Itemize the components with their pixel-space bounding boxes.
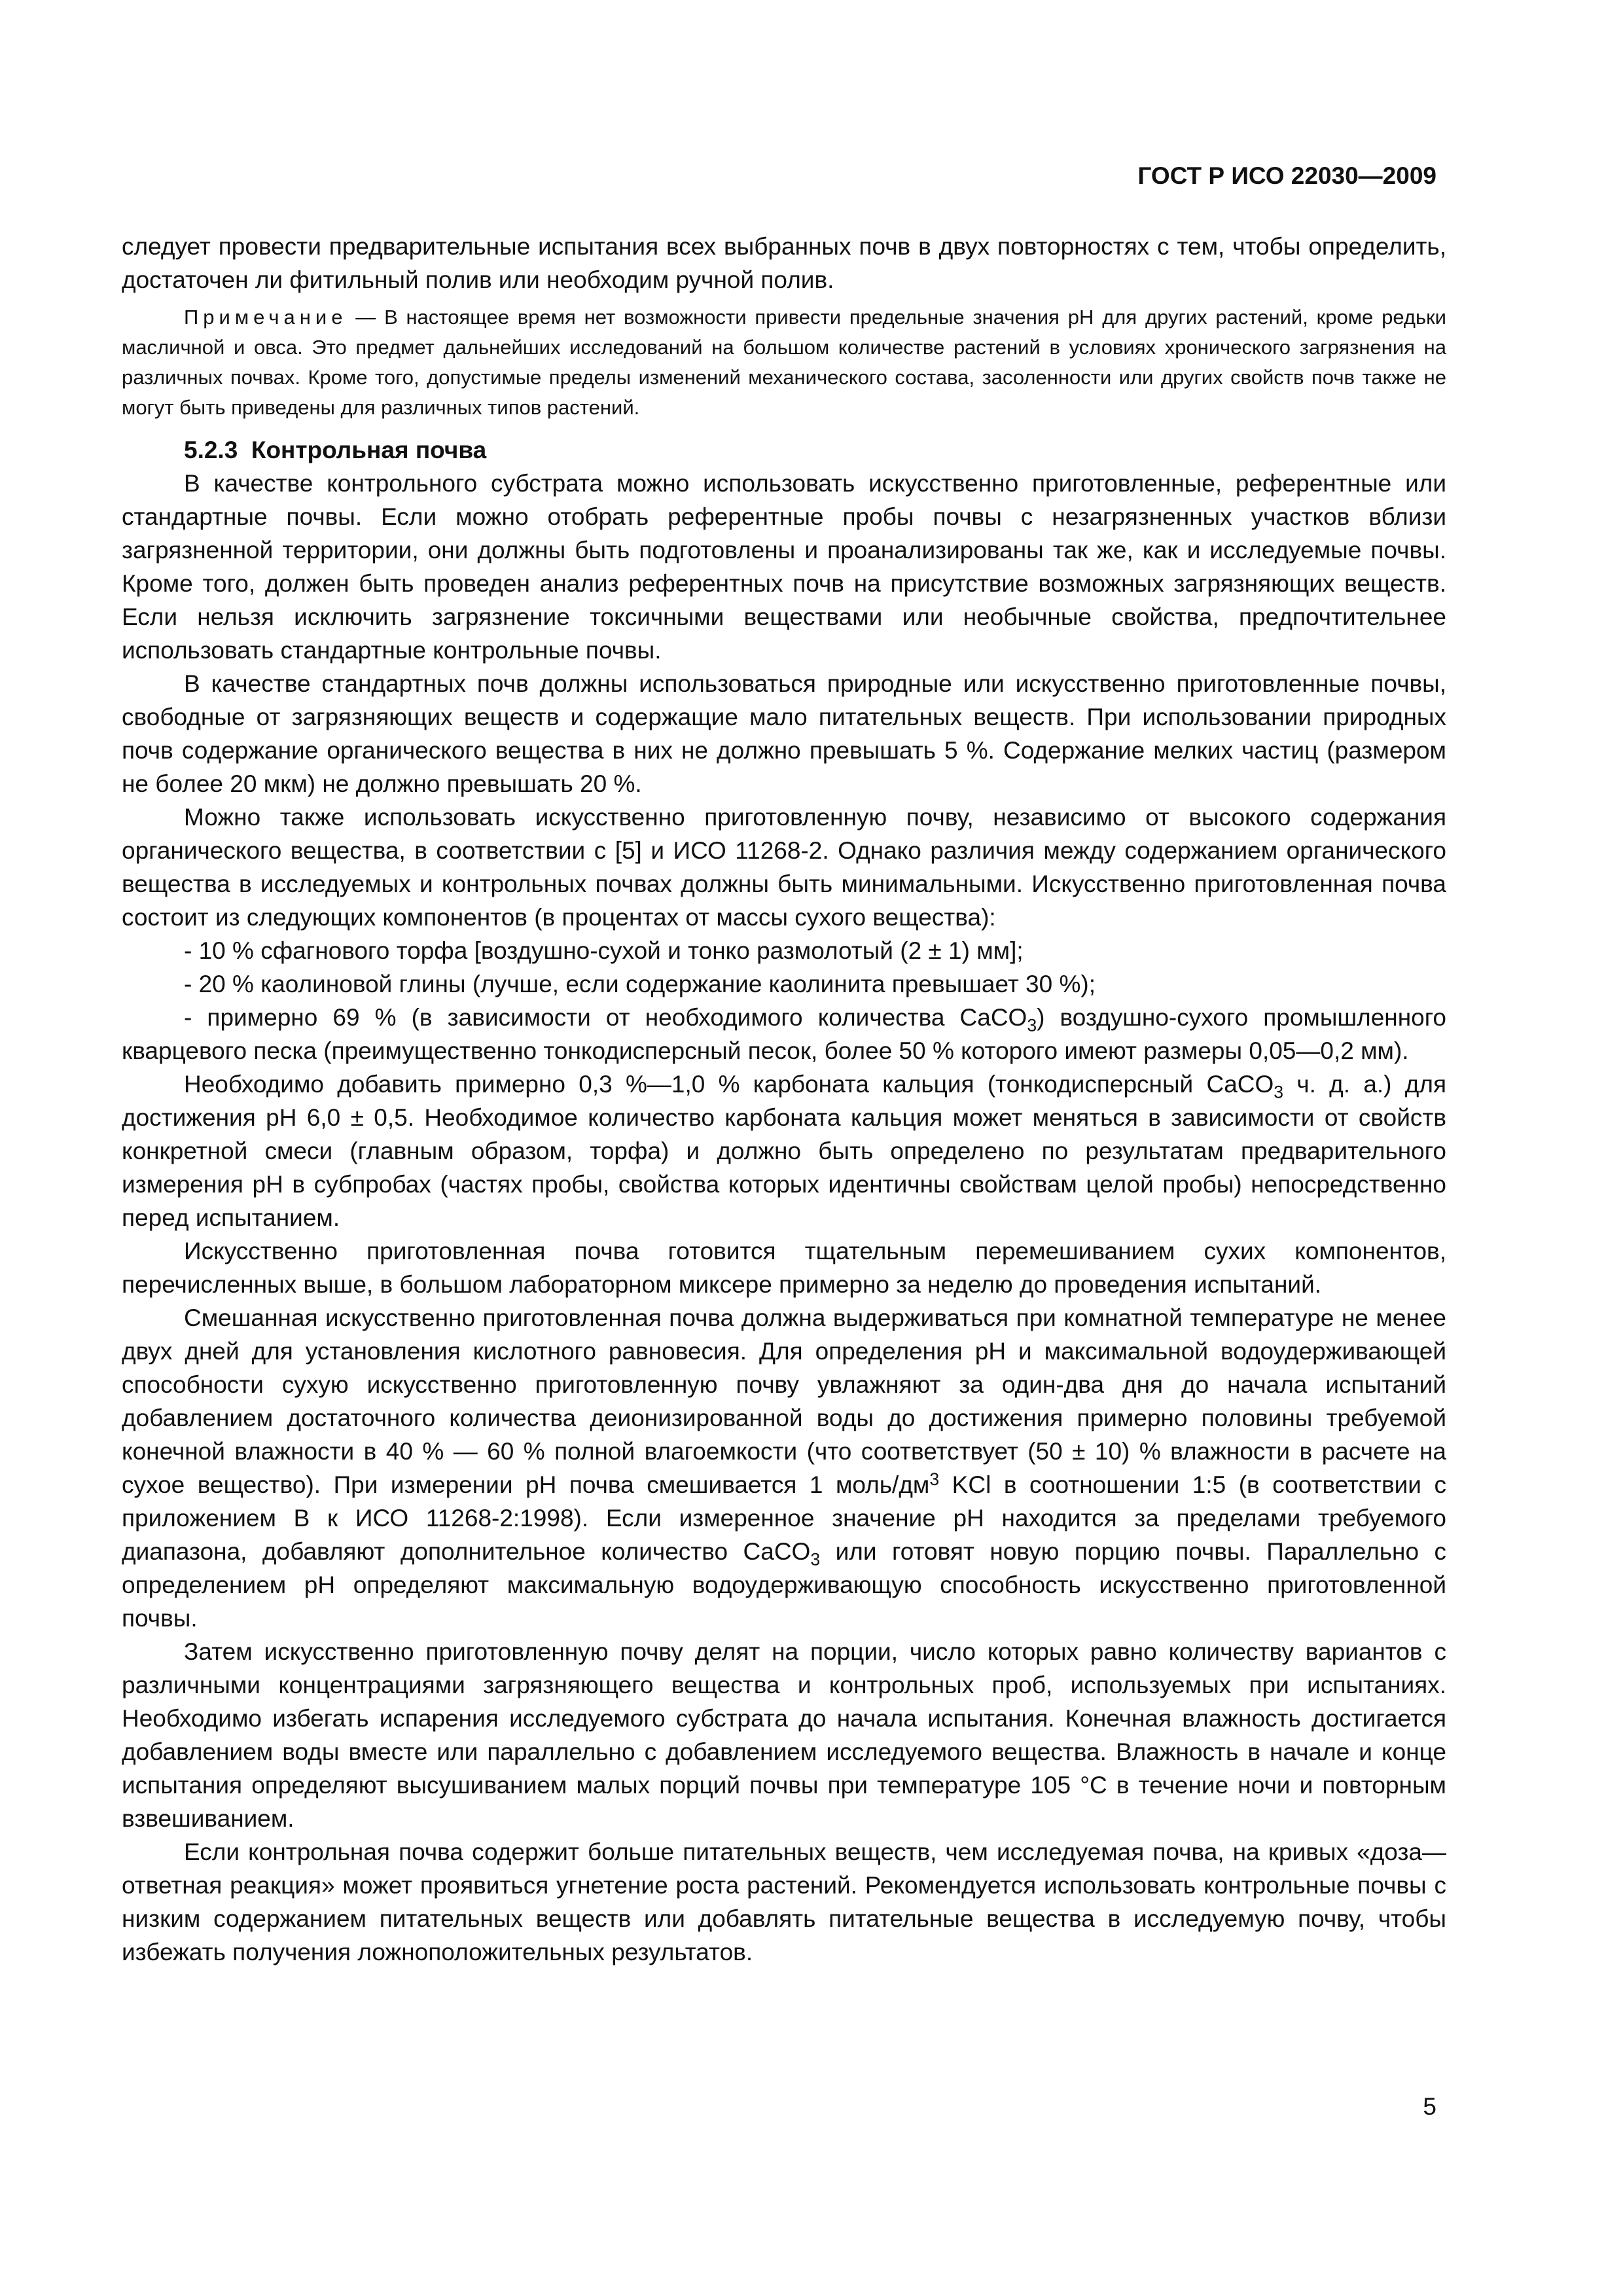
paragraph-4-text-b: ч. д. а.) для достижения рН 6,0 ± 0,5. Необходимое количество карбоната кальция может меняться в зависимости от свойств конкретной смеси (главным образом, торфа) и должно быть определено по результатам предварительного измерения рН в субпробах (частях пробы, свойства которых идентичны свойствам целой пробы) непосредственно перед испытанием. <box>122 1071 1446 1231</box>
subscript: 3 <box>810 1549 821 1570</box>
page-number: 5 <box>1423 2093 1436 2120</box>
paragraph-3: Можно также использовать искусственно приготовленную почву, независимо от высокого содержания органического вещества, в соответствии с [5] и ИСО 11268-2. Однако различия между содержанием органического вещества в исследуемых и контрольных почвах должны быть минимальными. Искусственно приготовленная почва состоит из следующих компонентов (в процентах от массы сухого вещества): <box>122 804 1446 931</box>
list-item-3-text-a: - примерно 69 % (в зависимости от необходимого количества CaCO <box>184 1004 1027 1031</box>
list-item-2: - 20 % каолиновой глины (лучше, если содержание каолинита превышает 30 %); <box>184 971 1096 997</box>
section-title: Контрольная почва <box>251 437 487 463</box>
paragraph-8: Если контрольная почва содержит больше питательных веществ, чем исследуемая почва, на кривых «доза—ответная реакция» может проявиться угнетение роста растений. Рекомендуется использовать контрольные почвы с низким содержанием питательных веществ или добавлять питательные вещества в исследуемую почву, чтобы избежать получения ложноположительных результатов. <box>122 1839 1446 1965</box>
note-block <box>122 302 1446 423</box>
list-item-3 <box>122 1001 1446 1067</box>
section-number: 5.2.3 <box>184 437 238 463</box>
subscript: 3 <box>1274 1082 1284 1102</box>
note-text: — В настоящее время нет возможности привести предельные значения рН для других растений, кроме редьки масличной и овса. Это предмет дальнейших исследований на большом количестве растений в условиях хронического загрязнения на различных почвах. Кроме того, допустимые пределы изменений механического состава, засоленности или других свойств почв также не могут быть приведены для различных типов растений. <box>122 306 1446 419</box>
superscript: 3 <box>929 1469 940 1490</box>
paragraph-4 <box>122 1067 1446 1234</box>
paragraph-4-text-a: Необходимо добавить примерно 0,3 %—1,0 % карбоната кальция (тонкодисперсный CaCO <box>184 1071 1274 1098</box>
paragraph-6-text-b: KCl в соотношении 1:5 (в соответствии с приложением В к ИСО 11268-2:1998). Если измеренное значение рН находится за пределами требуемого диапазона, добавляют дополнительное количество CaCO <box>122 1471 1446 1565</box>
paragraph-6-text-c: или готовят новую порцию почвы. Параллельно с определением рН определяют максимальную водоудерживающую способность искусственно приготовленной почвы. <box>122 1538 1447 1632</box>
page-body <box>122 230 1446 1969</box>
list-item-3-text-b: ) воздушно-сухого промышленного кварцевого песка (преимущественно тонкодисперсный песок, более 50 % которого имеют размеры 0,05—0,2 мм). <box>122 1004 1446 1064</box>
note-paragraph <box>122 302 1446 423</box>
subscript: 3 <box>1027 1015 1037 1035</box>
paragraph-6 <box>122 1301 1446 1635</box>
paragraph-1: В качестве контрольного субстрата можно использовать искусственно приготовленные, референтные или стандартные почвы. Если можно отобрать референтные пробы почвы с незагрязненных участков вблизи загрязненной территории, они должны быть подготовлены и проанализированы так же, как и исследуемые почвы. Кроме того, должен быть проведен анализ референтных почв на присутствие возможных загрязняющих веществ. Если нельзя исключить загрязнение токсичными веществами или необычные свойства, предпочтительнее использовать стандартные контрольные почвы. <box>122 470 1446 664</box>
intro-paragraph: следует провести предварительные испытания всех выбранных почв в двух повторностях с тем, чтобы определить, достаточен ли фитильный полив или необходим ручной полив. <box>122 233 1446 293</box>
paragraph-7: Затем искусственно приготовленную почву делят на порции, число которых равно количеству вариантов с различными концентрациями загрязняющего вещества и контрольных проб, используемых при испытаниях. Необходимо избегать испарения исследуемого субстрата до начала испытания. Конечная влажность достигается добавлением воды вместе или параллельно с добавлением исследуемого вещества. Влажность в начале и конце испытания определяют высушиванием малых порций почвы при температуре 105 °С в течение ночи и повторным взвешиванием. <box>122 1638 1446 1832</box>
section-heading <box>122 433 1446 467</box>
list-item-1: - 10 % сфагнового торфа [воздушно-сухой и тонко размолотый (2 ± 1) мм]; <box>184 937 1024 964</box>
paragraph-5: Искусственно приготовленная почва готовится тщательным перемешиванием сухих компонентов, перечисленных выше, в большом лабораторном миксере примерно за неделю до проведения испытаний. <box>122 1238 1446 1298</box>
paragraph-2: В качестве стандартных почв должны использоваться природные или искусственно приготовленные почвы, свободные от загрязняющих веществ и содержащие мало питательных веществ. При использовании природных почв содержание органического вещества в них не должно превышать 5 %. Содержание мелких частиц (размером не более 20 мкм) не должно превышать 20 %. <box>122 670 1446 797</box>
document-header: ГОСТ Р ИСО 22030—2009 <box>1137 162 1436 189</box>
paragraph-6-text-a: Смешанная искусственно приготовленная почва должна выдерживаться при комнатной температуре не менее двух дней для установления кислотного равновесия. Для определения рН и максимальной водоудерживающей способности сухую искусственно приготовленную почву увлажняют за один-два дня до начала испытаний добавлением достаточного количества деионизированной воды до достижения примерно половины требуемой конечной влажности в 40 % — 60 % полной влагоемкости (что соответствует (50 ± 10) % влажности в расчете на сухое вещество). При измерении рН почва смешивается 1 моль/дм <box>122 1304 1446 1498</box>
note-label: Примечание <box>184 306 348 329</box>
